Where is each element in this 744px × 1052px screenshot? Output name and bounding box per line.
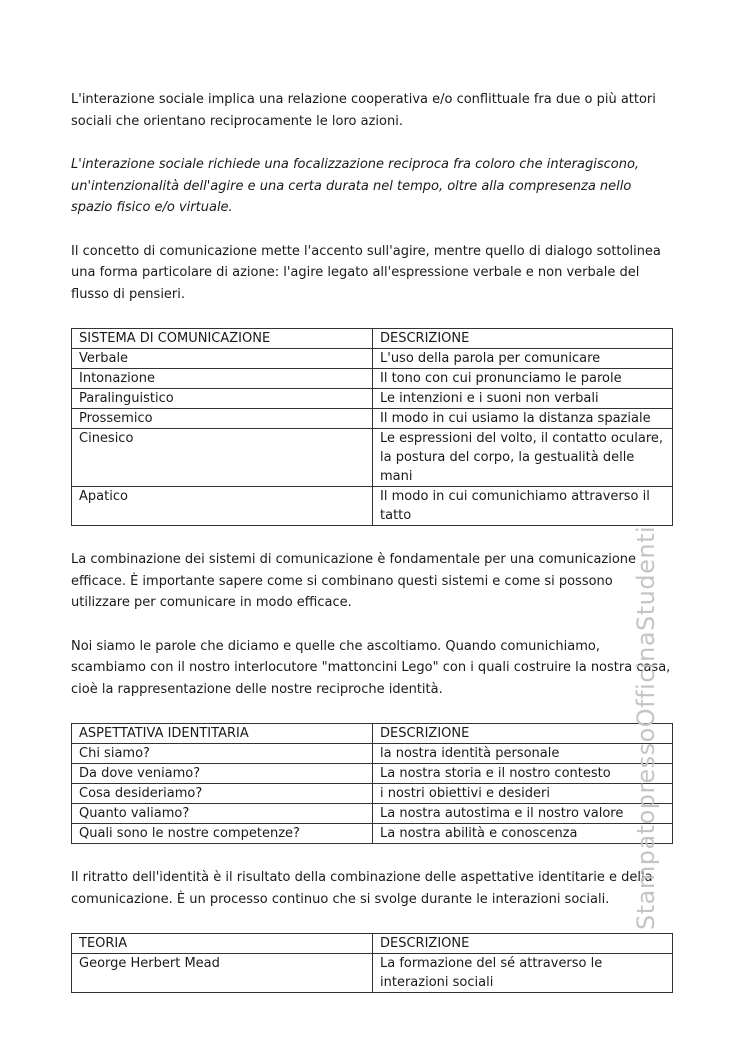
table-cell: Chi siamo? bbox=[72, 744, 373, 764]
table-header-cell: DESCRIZIONE bbox=[373, 934, 673, 954]
paragraph-mattoncini-lego: Noi siamo le parole che diciamo e quelle che ascoltiamo. Quando comunichiamo, scambiamo con il nostro interlocutore "mattoncini Lego" con i quali costruire la nostra casa, cioè la rappresentazione delle nostre reciproche identità. bbox=[71, 638, 671, 697]
table-cell: Intonazione bbox=[72, 369, 373, 389]
paragraph-interazione-requisiti: L'interazione sociale richiede una focalizzazione reciproca fra coloro che interagiscono, un'intenzionalità dell'agire e una certa durata nel tempo, oltre alla compresenza nello spazio fisico e/o virtuale. bbox=[71, 157, 640, 215]
table-row bbox=[72, 487, 673, 526]
table-cell: Quali sono le nostre competenze? bbox=[72, 824, 373, 844]
table-cell: Il tono con cui pronunciamo le parole bbox=[373, 369, 673, 389]
paragraph-ritratto-identita: Il ritratto dell'identità è il risultato della combinazione delle aspettative identitarie e della comunicazione. È un processo continuo che si svolge durante le interazioni sociali. bbox=[71, 870, 653, 907]
table-cell: La nostra autostima e il nostro valore bbox=[373, 804, 673, 824]
paragraph-interazione-definizione: L'interazione sociale implica una relazione cooperativa e/o conflittuale fra due o più attori sociali che orientano reciprocamente le loro azioni. bbox=[71, 92, 656, 129]
table-cell: Le intenzioni e i suoni non verbali bbox=[373, 389, 673, 409]
table-cell: Da dove veniamo? bbox=[72, 764, 373, 784]
table-header-cell: ASPETTATIVA IDENTITARIA bbox=[72, 724, 373, 744]
table-cell: Cinesico bbox=[72, 429, 373, 487]
document-body bbox=[71, 89, 673, 993]
table-row bbox=[72, 784, 673, 804]
table-row bbox=[72, 369, 673, 389]
table-header-cell: DESCRIZIONE bbox=[373, 329, 673, 349]
table-cell: La formazione del sé attraverso le interazioni sociali bbox=[373, 954, 673, 993]
table-header-row bbox=[72, 329, 673, 349]
paragraph-comunicazione-dialogo: Il concetto di comunicazione mette l'accento sull'agire, mentre quello di dialogo sottolinea una forma particolare di azione: l'agire legato all'espressione verbale e non verbale del flusso di pensieri. bbox=[71, 243, 661, 302]
table-cell: Le espressioni del volto, il contatto oculare, la postura del corpo, la gestualità delle mani bbox=[373, 429, 673, 487]
table-row bbox=[72, 764, 673, 784]
table-cell: L'uso della parola per comunicare bbox=[373, 349, 673, 369]
table-cell: Il modo in cui usiamo la distanza spaziale bbox=[373, 409, 673, 429]
table-row bbox=[72, 804, 673, 824]
table-cell: Quanto valiamo? bbox=[72, 804, 373, 824]
table-cell: la nostra identità personale bbox=[373, 744, 673, 764]
paragraph-combinazione-sistemi: La combinazione dei sistemi di comunicazione è fondamentale per una comunicazione efficace. È importante sapere come si combinano questi sistemi e come si possono utilizzare per comunicare in modo efficace. bbox=[71, 552, 637, 610]
table-row bbox=[72, 744, 673, 764]
table-header-row bbox=[72, 724, 673, 744]
table-cell: Cosa desideriamo? bbox=[72, 784, 373, 804]
table-header-cell: DESCRIZIONE bbox=[373, 724, 673, 744]
table-row bbox=[72, 409, 673, 429]
table-header-row bbox=[72, 934, 673, 954]
table-header-cell: SISTEMA DI COMUNICAZIONE bbox=[72, 329, 373, 349]
table-row bbox=[72, 954, 673, 993]
table-row bbox=[72, 824, 673, 844]
table-header-cell: TEORIA bbox=[72, 934, 373, 954]
table-sistemi-comunicazione bbox=[71, 328, 673, 526]
table-teorie bbox=[71, 933, 673, 993]
table-cell: Apatico bbox=[72, 487, 373, 526]
table-cell: George Herbert Mead bbox=[72, 954, 373, 993]
table-cell: Prossemico bbox=[72, 409, 373, 429]
table-row bbox=[72, 349, 673, 369]
table-row bbox=[72, 389, 673, 409]
table-row bbox=[72, 429, 673, 487]
table-cell: La nostra abilità e conoscenza bbox=[373, 824, 673, 844]
watermark-text: StampatopressoOfficinaStudenti bbox=[632, 525, 660, 930]
table-cell: i nostri obiettivi e desideri bbox=[373, 784, 673, 804]
table-cell: Il modo in cui comunichiamo attraverso il tatto bbox=[373, 487, 673, 526]
table-cell: Paralinguistico bbox=[72, 389, 373, 409]
table-aspettative-identitarie bbox=[71, 723, 673, 844]
table-cell: La nostra storia e il nostro contesto bbox=[373, 764, 673, 784]
table-cell: Verbale bbox=[72, 349, 373, 369]
